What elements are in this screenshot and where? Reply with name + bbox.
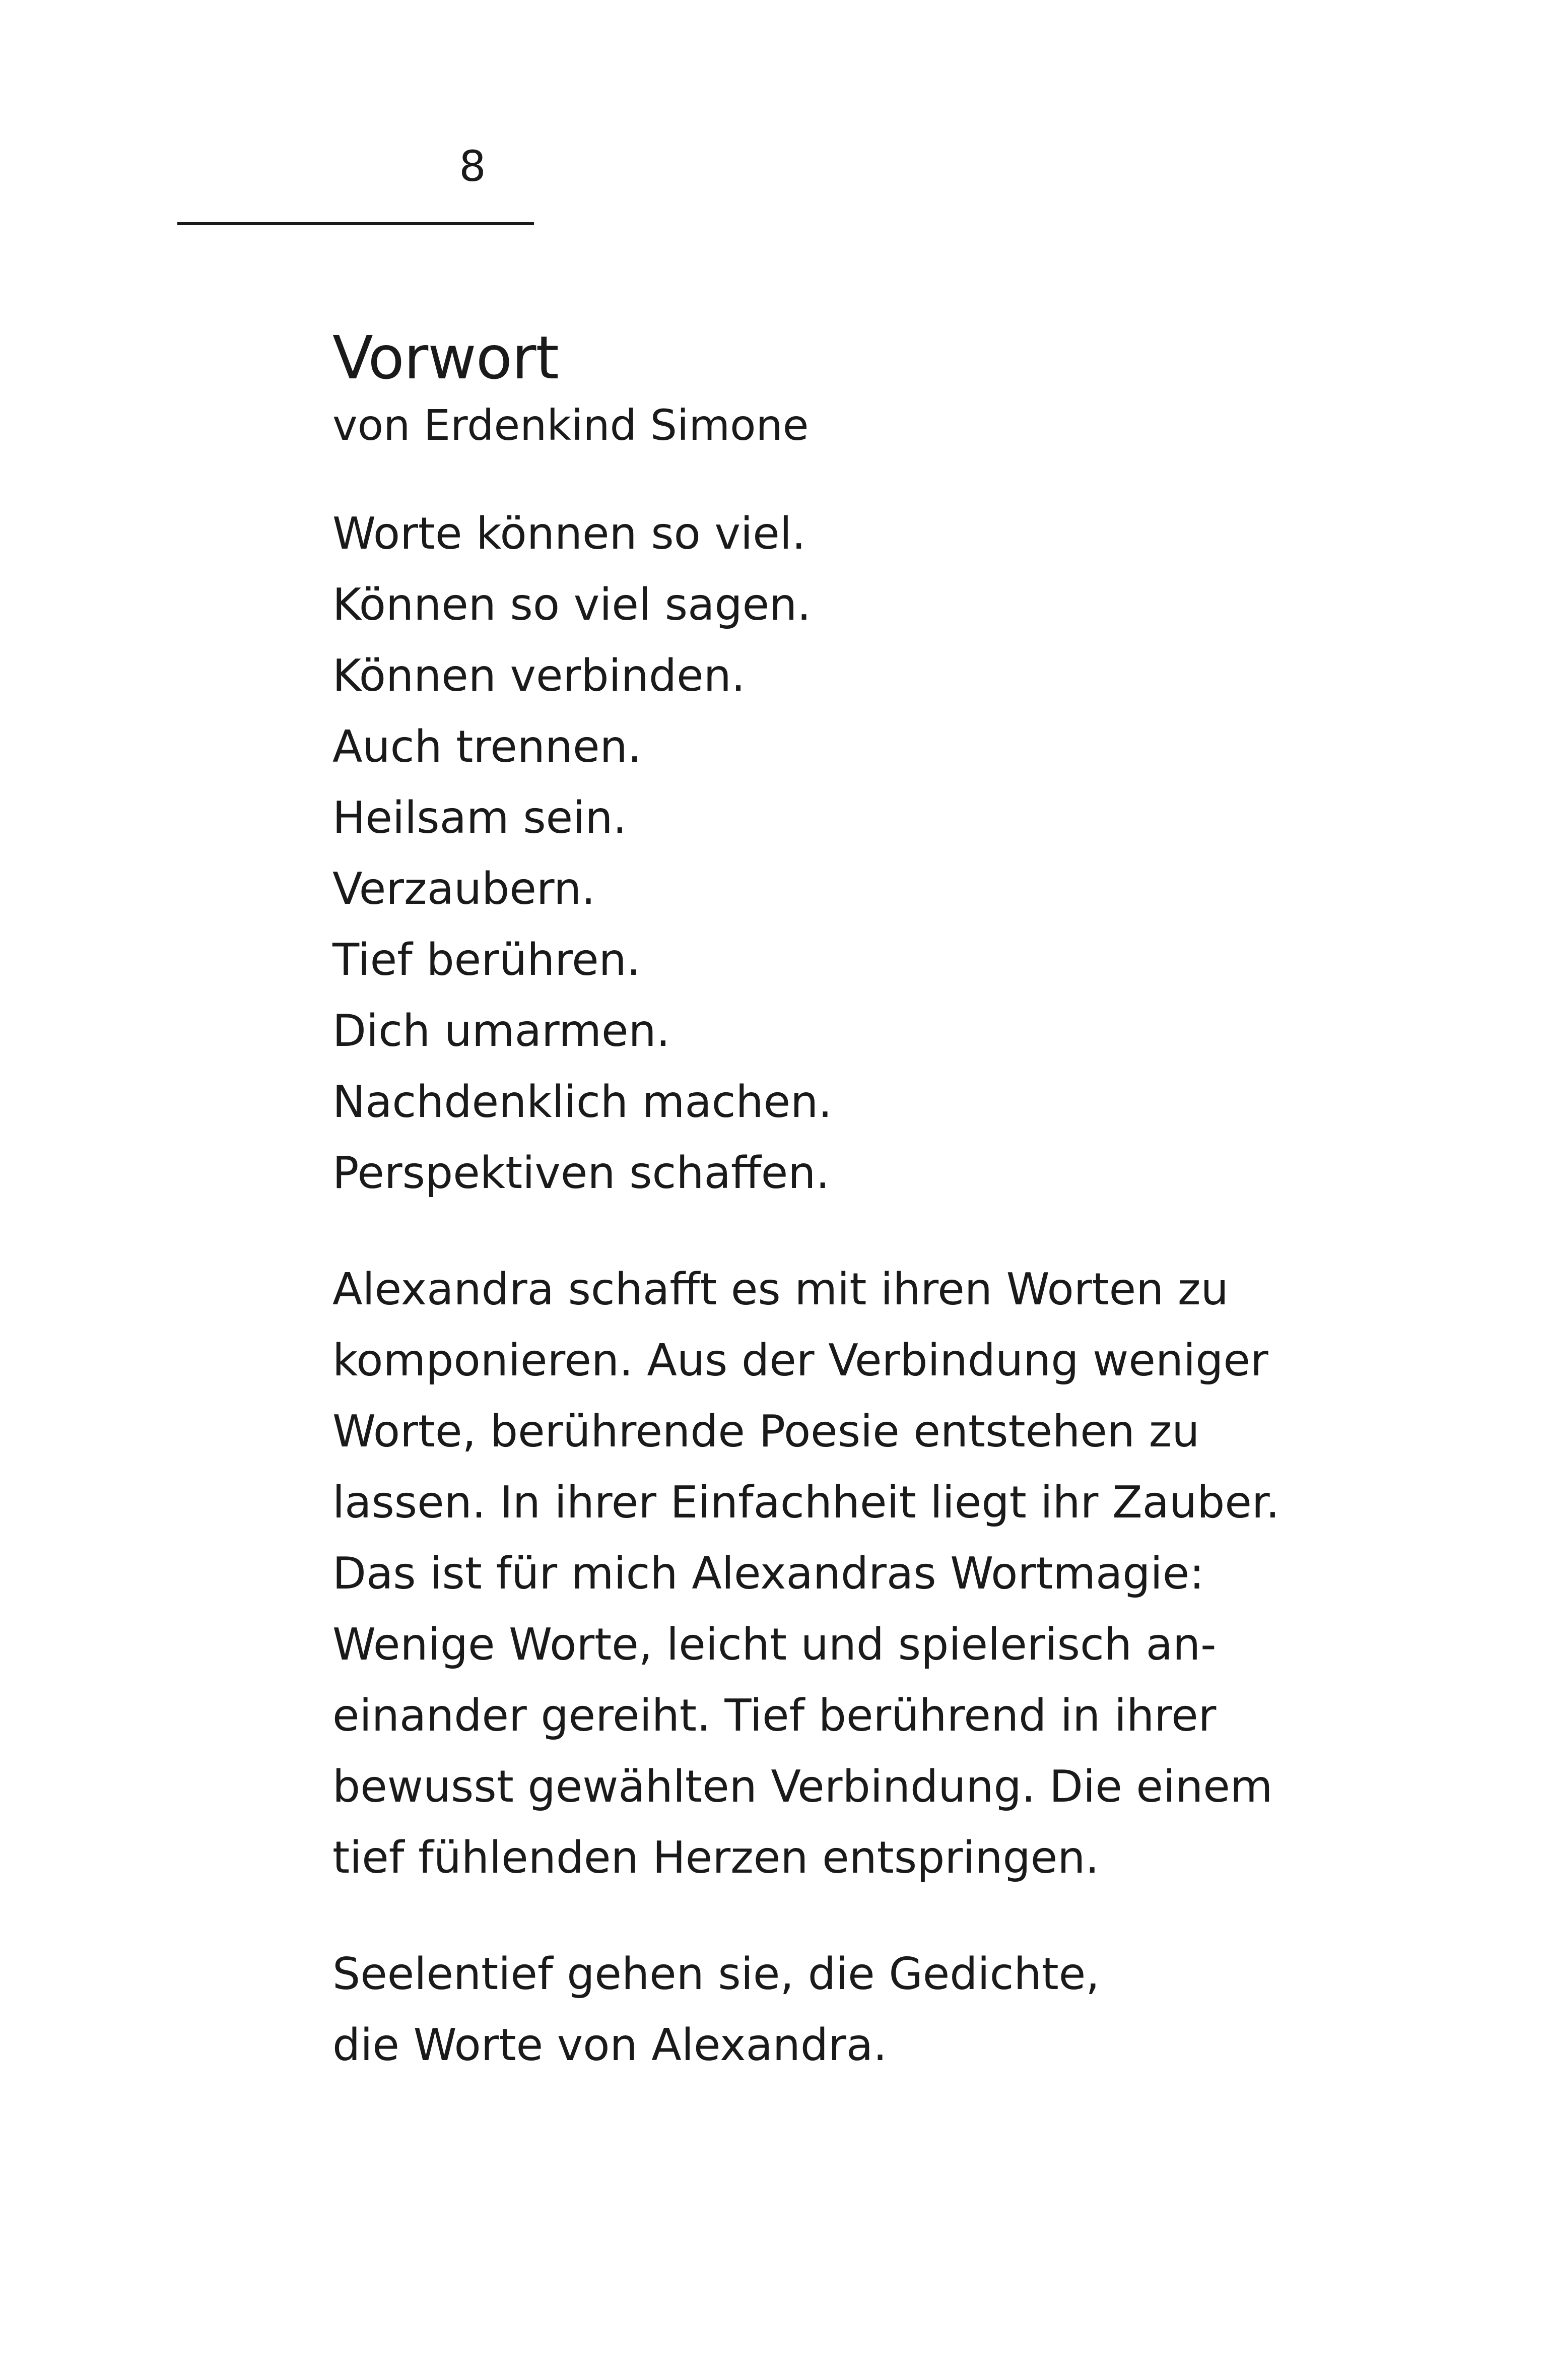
paragraph-line: Alexandra schafft es mit ihren Worten zu <box>332 1263 1229 1315</box>
poem-line: Können so viel sagen. <box>332 578 811 630</box>
page-title: Vorwort <box>332 323 559 392</box>
paragraph-line: Seelentief gehen sie, die Gedichte, <box>332 1948 1100 2000</box>
poem-line: Heilsam sein. <box>332 791 627 843</box>
paragraph-line: tief fühlenden Herzen entspringen. <box>332 1831 1100 1883</box>
poem-line: Perspektiven schaffen. <box>332 1147 830 1199</box>
main-content <box>332 322 1340 2081</box>
author-byline: von Erdenkind Simone <box>332 400 809 450</box>
paragraph-line: Wenige Worte, leicht und spielerisch an- <box>332 1618 1217 1670</box>
paragraph-two <box>332 1939 1340 2081</box>
paragraph-line: einander gereiht. Tief berührend in ihrer <box>332 1689 1217 1741</box>
paragraph-line: komponieren. Aus der Verbindung weniger <box>332 1334 1268 1386</box>
poem-line: Nachdenklich machen. <box>332 1076 832 1128</box>
paragraph-line: Das ist für mich Alexandras Wortmagie: <box>332 1547 1204 1599</box>
header-rule <box>177 222 534 225</box>
paragraph-one <box>332 1254 1340 1893</box>
poem-line: Tief berühren. <box>332 934 641 985</box>
page-number: 8 <box>459 142 486 191</box>
poem-line: Verzaubern. <box>332 863 595 914</box>
poem-line: Können verbinden. <box>332 649 746 701</box>
poem-line: Worte können so viel. <box>332 507 806 559</box>
paragraph-line: bewusst gewählten Verbindung. Die einem <box>332 1760 1273 1812</box>
paragraph-line: Worte, berührende Poesie entstehen zu <box>332 1405 1200 1457</box>
poem-line: Auch trennen. <box>332 720 642 772</box>
poem-block <box>332 498 1340 1209</box>
paragraph-line: die Worte von Alexandra. <box>332 2019 887 2071</box>
poem-line: Dich umarmen. <box>332 1005 670 1056</box>
paragraph-line: lassen. In ihrer Einfachheit liegt ihr Zauber. <box>332 1476 1280 1528</box>
